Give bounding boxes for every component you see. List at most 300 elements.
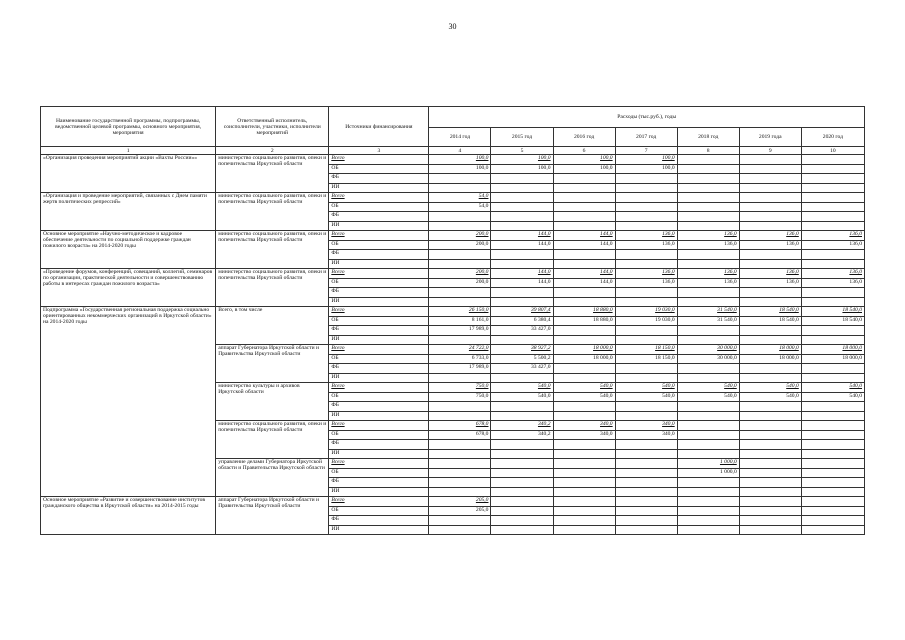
amount-cell xyxy=(615,335,677,345)
activity-name: Подпрограмма «Государственная региональная поддержка социально ориентированных некоммерческих организаций в Иркутской области» на 2014-2020 годы xyxy=(41,307,216,497)
amount-cell xyxy=(553,402,615,412)
amount-cell xyxy=(739,497,801,507)
amount-cell xyxy=(491,487,553,497)
amount-cell xyxy=(801,421,864,431)
amount-cell: 340,0 xyxy=(615,430,677,440)
amount-cell xyxy=(553,297,615,307)
funding-source-cell: ИИ xyxy=(329,449,429,459)
activity-name: «Проведение форумов, конференций, совещаний, коллегий, семинаров по организации, практической деятельности и совершенствованию работы в интересах граждан пожилого возраста» xyxy=(41,269,216,307)
amount-cell xyxy=(553,364,615,374)
table-body xyxy=(41,155,865,535)
header-year: 2014 год xyxy=(429,128,491,147)
amount-cell xyxy=(739,250,801,260)
amount-cell: 136,0 xyxy=(677,278,739,288)
amount-cell xyxy=(801,212,864,222)
amount-cell xyxy=(801,221,864,231)
amount-cell xyxy=(491,297,553,307)
amount-cell xyxy=(739,478,801,488)
amount-cell: 6 733,0 xyxy=(429,354,491,364)
amount-cell: 18 540,0 xyxy=(801,307,864,317)
amount-cell: 540,0 xyxy=(677,392,739,402)
amount-cell xyxy=(739,155,801,165)
executor-cell: аппарат Губернатора Иркутской области и Правительства Иркутской области xyxy=(216,497,329,535)
amount-cell xyxy=(677,440,739,450)
amount-cell: 18 540,0 xyxy=(739,307,801,317)
amount-cell: 30 000,0 xyxy=(677,345,739,355)
amount-cell: 205,0 xyxy=(429,497,491,507)
amount-cell xyxy=(491,288,553,298)
amount-cell: 136,0 xyxy=(801,231,864,241)
amount-cell xyxy=(553,326,615,336)
table-row xyxy=(41,307,865,317)
amount-cell xyxy=(801,250,864,260)
amount-cell xyxy=(801,497,864,507)
amount-cell xyxy=(615,212,677,222)
amount-cell: 18 540,0 xyxy=(801,316,864,326)
amount-cell: 136,0 xyxy=(739,240,801,250)
amount-cell xyxy=(615,468,677,478)
amount-cell xyxy=(677,221,739,231)
amount-cell: 750,0 xyxy=(429,392,491,402)
amount-cell xyxy=(615,516,677,526)
header-year: 2018 год xyxy=(677,128,739,147)
amount-cell: 38 927,2 xyxy=(491,345,553,355)
column-number: 4 xyxy=(429,147,491,155)
amount-cell xyxy=(801,288,864,298)
table-row xyxy=(41,155,865,165)
column-number: 10 xyxy=(801,147,864,155)
funding-source-cell: ИИ xyxy=(329,411,429,421)
amount-cell xyxy=(553,335,615,345)
amount-cell xyxy=(553,212,615,222)
amount-cell xyxy=(801,364,864,374)
amount-cell: 340,2 xyxy=(491,421,553,431)
amount-cell: 200,0 xyxy=(429,269,491,279)
amount-cell: 750,0 xyxy=(429,383,491,393)
amount-cell xyxy=(491,516,553,526)
table-row xyxy=(41,269,865,279)
amount-cell xyxy=(553,221,615,231)
amount-cell xyxy=(615,297,677,307)
amount-cell xyxy=(553,487,615,497)
amount-cell: 100,0 xyxy=(491,155,553,165)
amount-cell: 54,0 xyxy=(429,202,491,212)
amount-cell: 540,0 xyxy=(615,383,677,393)
amount-cell xyxy=(801,506,864,516)
amount-cell: 17 989,0 xyxy=(429,364,491,374)
amount-cell: 200,0 xyxy=(429,278,491,288)
amount-cell xyxy=(491,497,553,507)
header-year: 2017 год xyxy=(615,128,677,147)
amount-cell: 136,0 xyxy=(615,278,677,288)
amount-cell xyxy=(739,459,801,469)
amount-cell xyxy=(615,221,677,231)
amount-cell: 18 880,0 xyxy=(553,316,615,326)
amount-cell xyxy=(677,516,739,526)
amount-cell xyxy=(677,402,739,412)
amount-cell xyxy=(553,183,615,193)
amount-cell xyxy=(739,468,801,478)
amount-cell xyxy=(491,183,553,193)
amount-cell xyxy=(677,183,739,193)
amount-cell xyxy=(429,478,491,488)
amount-cell: 18 000,0 xyxy=(739,354,801,364)
amount-cell xyxy=(429,335,491,345)
funding-source-cell: ОБ xyxy=(329,164,429,174)
amount-cell xyxy=(677,421,739,431)
funding-source-cell: ОБ xyxy=(329,240,429,250)
amount-cell: 136,0 xyxy=(801,269,864,279)
funding-source-cell: ОБ xyxy=(329,392,429,402)
amount-cell xyxy=(491,525,553,535)
funding-source-cell: ИИ xyxy=(329,335,429,345)
amount-cell xyxy=(739,297,801,307)
amount-cell xyxy=(739,525,801,535)
amount-cell: 540,0 xyxy=(553,392,615,402)
amount-cell xyxy=(739,212,801,222)
amount-cell xyxy=(739,221,801,231)
funding-source-cell: ОБ xyxy=(329,430,429,440)
amount-cell xyxy=(615,202,677,212)
amount-cell xyxy=(801,411,864,421)
amount-cell xyxy=(677,212,739,222)
funding-source-cell: ИИ xyxy=(329,183,429,193)
amount-cell xyxy=(677,449,739,459)
funding-source-cell: ОБ xyxy=(329,278,429,288)
funding-source-cell: ИИ xyxy=(329,259,429,269)
amount-cell: 136,0 xyxy=(739,278,801,288)
amount-cell xyxy=(677,155,739,165)
amount-cell: 205,0 xyxy=(429,506,491,516)
amount-cell: 340,0 xyxy=(615,421,677,431)
amount-cell: 144,0 xyxy=(491,278,553,288)
amount-cell: 1 000,0 xyxy=(677,468,739,478)
executor-cell: Всего, в том числе xyxy=(216,307,329,345)
amount-cell xyxy=(553,506,615,516)
amount-cell xyxy=(739,449,801,459)
funding-source-cell: Всего xyxy=(329,497,429,507)
amount-cell xyxy=(491,411,553,421)
amount-cell: 39 807,4 xyxy=(491,307,553,317)
table-row xyxy=(41,193,865,203)
amount-cell xyxy=(739,487,801,497)
amount-cell xyxy=(553,193,615,203)
amount-cell xyxy=(801,259,864,269)
amount-cell xyxy=(615,411,677,421)
amount-cell: 200,0 xyxy=(429,231,491,241)
header-source: Источники финансирования xyxy=(329,107,429,147)
page-number: 30 xyxy=(448,22,457,31)
amount-cell xyxy=(677,411,739,421)
header-year: 2016 год xyxy=(553,128,615,147)
column-number: 2 xyxy=(216,147,329,155)
amount-cell: 19 030,0 xyxy=(615,316,677,326)
activity-name: Основное мероприятие «Научно-методическое и кадровое обеспечение деятельности по социальной поддержке граждан пожилого возраста» на 2014-2020 годы xyxy=(41,231,216,269)
amount-cell xyxy=(739,193,801,203)
amount-cell xyxy=(677,525,739,535)
amount-cell: 18 000,0 xyxy=(553,354,615,364)
amount-cell: 100,0 xyxy=(553,155,615,165)
amount-cell: 340,0 xyxy=(553,430,615,440)
amount-cell xyxy=(491,250,553,260)
amount-cell xyxy=(801,440,864,450)
funding-source-cell: ФБ xyxy=(329,364,429,374)
amount-cell xyxy=(429,459,491,469)
amount-cell xyxy=(429,449,491,459)
amount-cell xyxy=(491,440,553,450)
column-number: 8 xyxy=(677,147,739,155)
amount-cell xyxy=(677,497,739,507)
amount-cell: 540,0 xyxy=(801,392,864,402)
amount-cell xyxy=(801,174,864,184)
amount-cell xyxy=(429,516,491,526)
amount-cell: 340,0 xyxy=(553,421,615,431)
amount-cell: 540,0 xyxy=(801,383,864,393)
amount-cell xyxy=(429,174,491,184)
amount-cell: 540,0 xyxy=(739,383,801,393)
amount-cell xyxy=(553,478,615,488)
amount-cell: 100,0 xyxy=(429,155,491,165)
header-year: 2015 год xyxy=(491,128,553,147)
header-expenses: Расходы (тыс.руб.), годы xyxy=(429,107,865,128)
amount-cell xyxy=(677,487,739,497)
amount-cell xyxy=(553,459,615,469)
amount-cell: 100,0 xyxy=(615,155,677,165)
amount-cell xyxy=(739,402,801,412)
amount-cell xyxy=(429,212,491,222)
amount-cell: 18 000,0 xyxy=(801,354,864,364)
amount-cell xyxy=(801,297,864,307)
amount-cell: 678,0 xyxy=(429,421,491,431)
column-number: 6 xyxy=(553,147,615,155)
amount-cell xyxy=(615,250,677,260)
amount-cell: 17 989,0 xyxy=(429,326,491,336)
amount-cell xyxy=(429,221,491,231)
amount-cell xyxy=(491,193,553,203)
funding-source-cell: ИИ xyxy=(329,297,429,307)
amount-cell: 144,0 xyxy=(553,278,615,288)
header-year: 2020 год xyxy=(801,128,864,147)
funding-source-cell: Всего xyxy=(329,231,429,241)
amount-cell xyxy=(801,183,864,193)
amount-cell xyxy=(801,164,864,174)
executor-cell: управление делами Губернатора Иркутской области и Правительства Иркутской области xyxy=(216,459,329,497)
funding-source-cell: ФБ xyxy=(329,174,429,184)
header-year: 2019 года xyxy=(739,128,801,147)
amount-cell xyxy=(615,402,677,412)
amount-cell xyxy=(553,259,615,269)
amount-cell xyxy=(429,297,491,307)
amount-cell xyxy=(429,440,491,450)
amount-cell: 31 540,0 xyxy=(677,307,739,317)
column-number: 9 xyxy=(739,147,801,155)
amount-cell: 144,0 xyxy=(553,269,615,279)
activity-name: Основное мероприятие «Развитие и совершенствование институтов гражданского общества в Иркутской области» на 2014-2015 годы xyxy=(41,497,216,535)
amount-cell xyxy=(739,174,801,184)
amount-cell xyxy=(801,402,864,412)
amount-cell xyxy=(429,525,491,535)
amount-cell xyxy=(739,164,801,174)
amount-cell xyxy=(615,459,677,469)
funding-source-cell: Всего xyxy=(329,269,429,279)
amount-cell xyxy=(615,174,677,184)
amount-cell xyxy=(553,373,615,383)
amount-cell xyxy=(553,174,615,184)
amount-cell xyxy=(491,449,553,459)
amount-cell xyxy=(615,440,677,450)
executor-cell: аппарат Губернатора Иркутской области и Правительства Иркутской области xyxy=(216,345,329,383)
amount-cell xyxy=(553,411,615,421)
executor-cell: министерство социального развития, опеки и попечительства Иркутской области xyxy=(216,155,329,193)
amount-cell xyxy=(553,449,615,459)
funding-source-cell: ФБ xyxy=(329,326,429,336)
amount-cell xyxy=(615,497,677,507)
amount-cell: 144,0 xyxy=(491,269,553,279)
amount-cell: 200,0 xyxy=(429,240,491,250)
column-number: 5 xyxy=(491,147,553,155)
amount-cell: 30 000,0 xyxy=(677,354,739,364)
amount-cell xyxy=(801,468,864,478)
funding-source-cell: ФБ xyxy=(329,516,429,526)
amount-cell xyxy=(429,259,491,269)
amount-cell xyxy=(615,373,677,383)
amount-cell: 18 000,0 xyxy=(553,345,615,355)
amount-cell: 100,0 xyxy=(491,164,553,174)
amount-cell xyxy=(615,525,677,535)
amount-cell xyxy=(553,440,615,450)
funding-source-cell: ОБ xyxy=(329,506,429,516)
amount-cell xyxy=(801,335,864,345)
table-row xyxy=(41,497,865,507)
amount-cell xyxy=(429,183,491,193)
amount-cell: 100,0 xyxy=(553,164,615,174)
funding-source-cell: Всего xyxy=(329,383,429,393)
amount-cell xyxy=(739,440,801,450)
funding-source-cell: ФБ xyxy=(329,288,429,298)
amount-cell xyxy=(801,478,864,488)
amount-cell xyxy=(801,202,864,212)
amount-cell: 136,0 xyxy=(615,269,677,279)
amount-cell: 54,0 xyxy=(429,193,491,203)
amount-cell: 1 000,0 xyxy=(677,459,739,469)
amount-cell: 136,0 xyxy=(739,231,801,241)
amount-cell: 136,0 xyxy=(801,240,864,250)
amount-cell: 340,2 xyxy=(491,430,553,440)
amount-cell xyxy=(615,487,677,497)
amount-cell xyxy=(739,516,801,526)
amount-cell xyxy=(429,288,491,298)
activity-name: «Организация и проведение мероприятий, связанных с Днем памяти жертв политических репрессий» xyxy=(41,193,216,231)
amount-cell xyxy=(801,525,864,535)
amount-cell xyxy=(801,459,864,469)
amount-cell: 144,0 xyxy=(553,231,615,241)
amount-cell: 540,0 xyxy=(739,392,801,402)
amount-cell xyxy=(677,193,739,203)
amount-cell xyxy=(615,259,677,269)
amount-cell: 33 427,0 xyxy=(491,364,553,374)
amount-cell: 18 880,0 xyxy=(553,307,615,317)
amount-cell xyxy=(739,259,801,269)
amount-cell xyxy=(553,525,615,535)
amount-cell: 18 150,0 xyxy=(615,354,677,364)
funding-source-cell: ОБ xyxy=(329,468,429,478)
amount-cell: 144,0 xyxy=(491,231,553,241)
amount-cell xyxy=(491,221,553,231)
amount-cell: 136,0 xyxy=(677,269,739,279)
column-number: 7 xyxy=(615,147,677,155)
funding-source-cell: Всего xyxy=(329,345,429,355)
executor-cell: министерство социального развития, опеки и попечительства Иркутской области xyxy=(216,231,329,269)
executor-cell: министерство культуры и архивов Иркутской области xyxy=(216,383,329,421)
amount-cell xyxy=(739,183,801,193)
amount-cell xyxy=(677,430,739,440)
amount-cell xyxy=(491,478,553,488)
amount-cell xyxy=(677,478,739,488)
amount-cell xyxy=(801,373,864,383)
amount-cell: 540,0 xyxy=(491,392,553,402)
amount-cell xyxy=(677,259,739,269)
amount-cell xyxy=(429,411,491,421)
amount-cell xyxy=(491,259,553,269)
executor-cell: министерство социального развития, опеки и попечительства Иркутской области xyxy=(216,421,329,459)
funding-source-cell: ОБ xyxy=(329,316,429,326)
amount-cell xyxy=(553,250,615,260)
amount-cell xyxy=(739,421,801,431)
amount-cell xyxy=(491,402,553,412)
amount-cell xyxy=(615,364,677,374)
amount-cell xyxy=(739,506,801,516)
amount-cell: 19 030,0 xyxy=(615,307,677,317)
amount-cell: 24 722,0 xyxy=(429,345,491,355)
amount-cell: 100,0 xyxy=(429,164,491,174)
amount-cell: 136,0 xyxy=(739,269,801,279)
executor-cell: министерство социального развития, опеки и попечительства Иркутской области xyxy=(216,269,329,307)
amount-cell xyxy=(553,288,615,298)
executor-cell: министерство социального развития, опеки и попечительства Иркутской области xyxy=(216,193,329,231)
amount-cell xyxy=(429,487,491,497)
funding-source-cell: ИИ xyxy=(329,221,429,231)
amount-cell xyxy=(491,335,553,345)
amount-cell: 678,0 xyxy=(429,430,491,440)
amount-cell xyxy=(491,506,553,516)
amount-cell xyxy=(801,430,864,440)
amount-cell: 18 150,0 xyxy=(615,345,677,355)
amount-cell xyxy=(491,468,553,478)
amount-cell xyxy=(677,164,739,174)
amount-cell xyxy=(739,411,801,421)
amount-cell xyxy=(491,202,553,212)
budget-table xyxy=(40,106,865,535)
amount-cell: 136,0 xyxy=(615,231,677,241)
amount-cell xyxy=(677,288,739,298)
amount-cell xyxy=(739,430,801,440)
amount-cell xyxy=(677,297,739,307)
amount-cell: 33 427,0 xyxy=(491,326,553,336)
funding-source-cell: ИИ xyxy=(329,525,429,535)
amount-cell xyxy=(801,516,864,526)
funding-source-cell: ФБ xyxy=(329,212,429,222)
amount-cell xyxy=(801,449,864,459)
amount-cell xyxy=(677,364,739,374)
amount-cell xyxy=(553,516,615,526)
amount-cell: 26 150,0 xyxy=(429,307,491,317)
amount-cell xyxy=(429,402,491,412)
amount-cell: 8 161,0 xyxy=(429,316,491,326)
funding-source-cell: ФБ xyxy=(329,440,429,450)
amount-cell xyxy=(491,212,553,222)
amount-cell xyxy=(615,326,677,336)
amount-cell xyxy=(739,288,801,298)
